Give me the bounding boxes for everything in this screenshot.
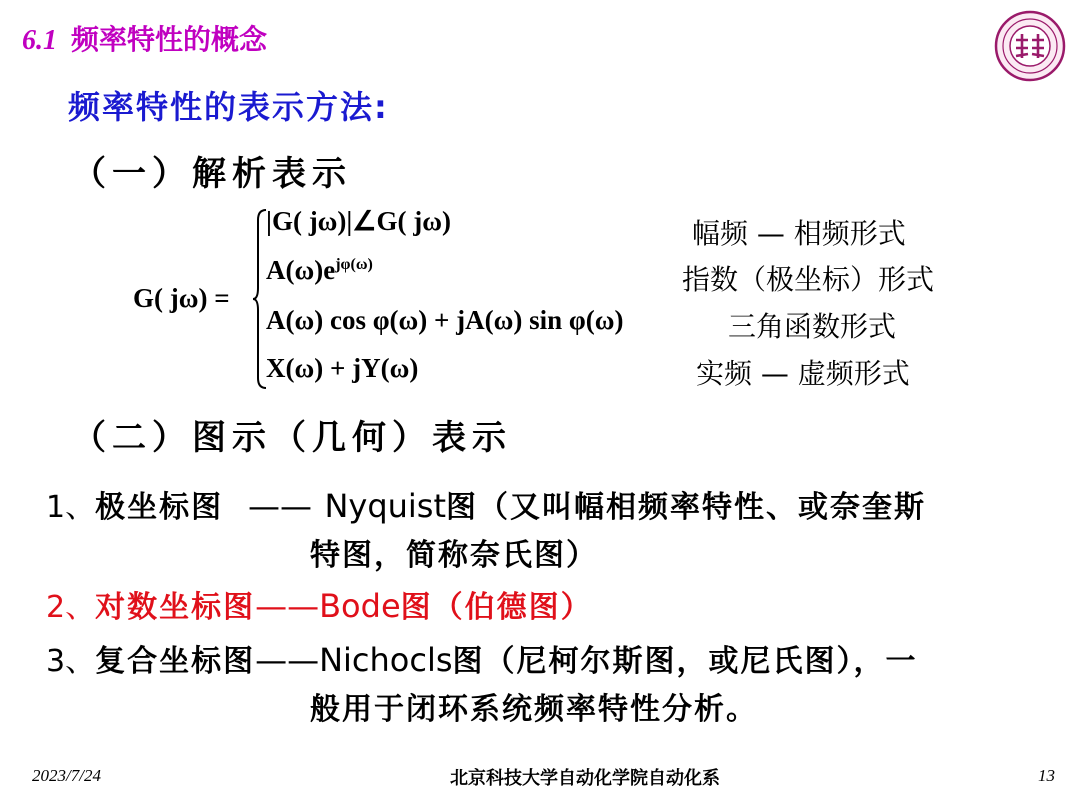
footer-date: 2023/7/24 xyxy=(32,766,101,785)
section-number: 6.1 xyxy=(22,25,57,56)
item-name: 极坐标图 xyxy=(95,490,224,525)
section-title-text: 频率特性的概念 xyxy=(71,23,268,56)
list-item-nichols xyxy=(46,636,918,680)
list-item-nyquist-continued: 特图，简称奈氏图） xyxy=(310,538,598,573)
university-seal-icon xyxy=(994,10,1066,82)
item-separator: —— xyxy=(255,587,320,625)
item-number: 3、 xyxy=(46,644,96,679)
item-latin-name: Nichocls xyxy=(319,641,453,679)
formula-case-trigonometric: A(ω) cos φ(ω) + jA(ω) sin φ(ω) xyxy=(266,305,624,335)
footer-organization: 北京科技大学自动化学院自动化系 xyxy=(450,768,720,789)
form-label-exponential: 指数（极坐标）形式 xyxy=(682,263,935,296)
formula-case-exponential-base: A(ω)e xyxy=(266,255,336,285)
item-name: 对数坐标图 xyxy=(95,590,256,625)
item-description: 图（伯德图） xyxy=(400,590,593,625)
page-number: 13 xyxy=(1038,766,1055,785)
item-separator: —— xyxy=(255,641,320,679)
analytic-heading: （一）解析表示 xyxy=(72,154,352,194)
list-item-nyquist xyxy=(46,482,926,526)
item-description: 图（又叫幅相频率特性、或奈奎斯 xyxy=(446,490,927,525)
item-latin-name: Nyquist xyxy=(324,487,447,525)
graphic-heading: （二）图示（几何）表示 xyxy=(72,418,512,458)
formula-lhs: G( jω) = xyxy=(133,283,230,313)
item-number: 1、 xyxy=(46,490,96,525)
item-number: 2、 xyxy=(46,590,96,625)
section-title xyxy=(22,18,267,58)
form-label-magnitude-phase: 幅频 — 相频形式 xyxy=(692,217,906,250)
slide-heading: 频率特性的表示方法: xyxy=(68,88,389,126)
item-name: 复合坐标图 xyxy=(95,644,256,679)
formula-case-exponent: jφ(ω) xyxy=(335,256,373,273)
formula-case-magnitude-phase: |G( jω)|∠G( jω) xyxy=(266,206,452,236)
formula-case-exponential xyxy=(266,255,373,286)
item-latin-name: Bode xyxy=(319,587,401,625)
form-label-real-imag: 实频 — 虚频形式 xyxy=(696,357,910,390)
list-item-nichols-continued: 般用于闭环系统频率特性分析。 xyxy=(310,692,758,727)
formula-case-real-imag: X(ω) + jY(ω) xyxy=(266,353,419,383)
item-description: 图（尼柯尔斯图，或尼氏图），一 xyxy=(452,644,918,679)
form-label-trigonometric: 三角函数形式 xyxy=(728,310,897,343)
list-item-bode xyxy=(46,582,593,626)
item-separator: —— xyxy=(247,487,312,525)
